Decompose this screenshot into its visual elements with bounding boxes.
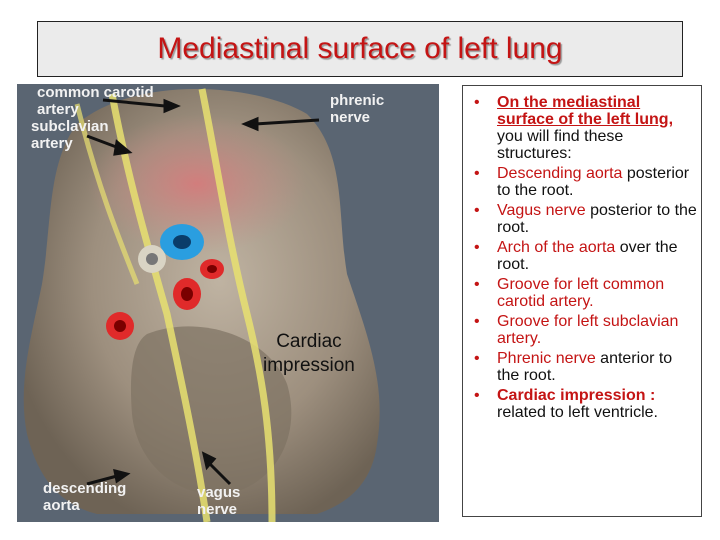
bullet-dot-icon: • xyxy=(474,350,480,367)
label-vagus-line2: nerve xyxy=(197,501,238,518)
label-phrenic-line2: nerve xyxy=(330,109,371,126)
bullet-1-text: you will find these structures: xyxy=(497,128,624,162)
bullet-item xyxy=(463,94,697,162)
bullet-item xyxy=(463,239,697,273)
label-common-carotid-line1: common carotid xyxy=(37,84,154,101)
title-box xyxy=(37,21,683,77)
label-subclavian xyxy=(31,118,109,152)
label-vagus-line1: vagus xyxy=(197,484,241,501)
label-cardiac-impression xyxy=(263,330,355,378)
bullet-dot-icon: • xyxy=(474,202,480,219)
bullet-1-highlight: On the mediastinal surface of the left lung, xyxy=(497,94,674,128)
label-phrenic xyxy=(330,92,384,126)
bullet-7-text: anterior to the root. xyxy=(497,350,673,384)
bullet-item xyxy=(463,165,697,199)
bullet-item xyxy=(463,387,697,421)
label-vagus-nerve xyxy=(197,484,240,518)
bullet-2-text: posterior to the root. xyxy=(497,165,690,199)
bullet-4-text: over the root. xyxy=(497,239,678,273)
bullet-dot-icon: • xyxy=(474,239,480,256)
bullet-text-box xyxy=(462,85,702,517)
bullet-item xyxy=(463,276,697,310)
bullet-dot-icon: • xyxy=(474,94,480,111)
label-descending-line1: descending xyxy=(43,480,127,497)
bullet-dot-icon: • xyxy=(474,165,480,182)
bullet-8-highlight: Cardiac impression : xyxy=(497,387,656,404)
label-cardiac-line1: Cardiac xyxy=(276,331,342,352)
bullet-8-text: related to left ventricle. xyxy=(497,404,658,421)
label-cardiac-line2: impression xyxy=(263,355,355,376)
lung-photo xyxy=(17,84,439,522)
label-descending-aorta xyxy=(43,480,126,514)
bullet-7-highlight: Phrenic nerve xyxy=(497,350,596,367)
bullet-4-highlight: Arch of the aorta xyxy=(497,239,616,256)
label-descending-line2: aorta xyxy=(43,497,80,514)
bullet-dot-icon: • xyxy=(474,387,480,404)
bullet-dot-icon: • xyxy=(474,276,480,293)
bullet-item xyxy=(463,202,697,236)
label-common-carotid-line2: artery xyxy=(37,101,79,118)
bullet-item xyxy=(463,350,697,384)
bullet-6-highlight: Groove for left subclavian artery. xyxy=(497,313,679,347)
label-subclavian-line2: artery xyxy=(31,135,73,152)
bullet-item xyxy=(463,313,697,347)
bullet-2-highlight: Descending aorta xyxy=(497,165,623,182)
label-subclavian-line1: subclavian xyxy=(31,118,109,135)
bullet-list xyxy=(463,86,701,421)
bullet-3-text: posterior to the root. xyxy=(497,202,697,236)
label-phrenic-line1: phrenic xyxy=(330,92,385,109)
bullet-5-highlight: Groove for left common carotid artery. xyxy=(497,276,665,310)
slide-title: Mediastinal surface of left lung xyxy=(157,32,563,65)
label-common-carotid xyxy=(37,84,154,118)
bullet-dot-icon: • xyxy=(474,313,480,330)
bullet-3-highlight: Vagus nerve xyxy=(497,202,586,219)
